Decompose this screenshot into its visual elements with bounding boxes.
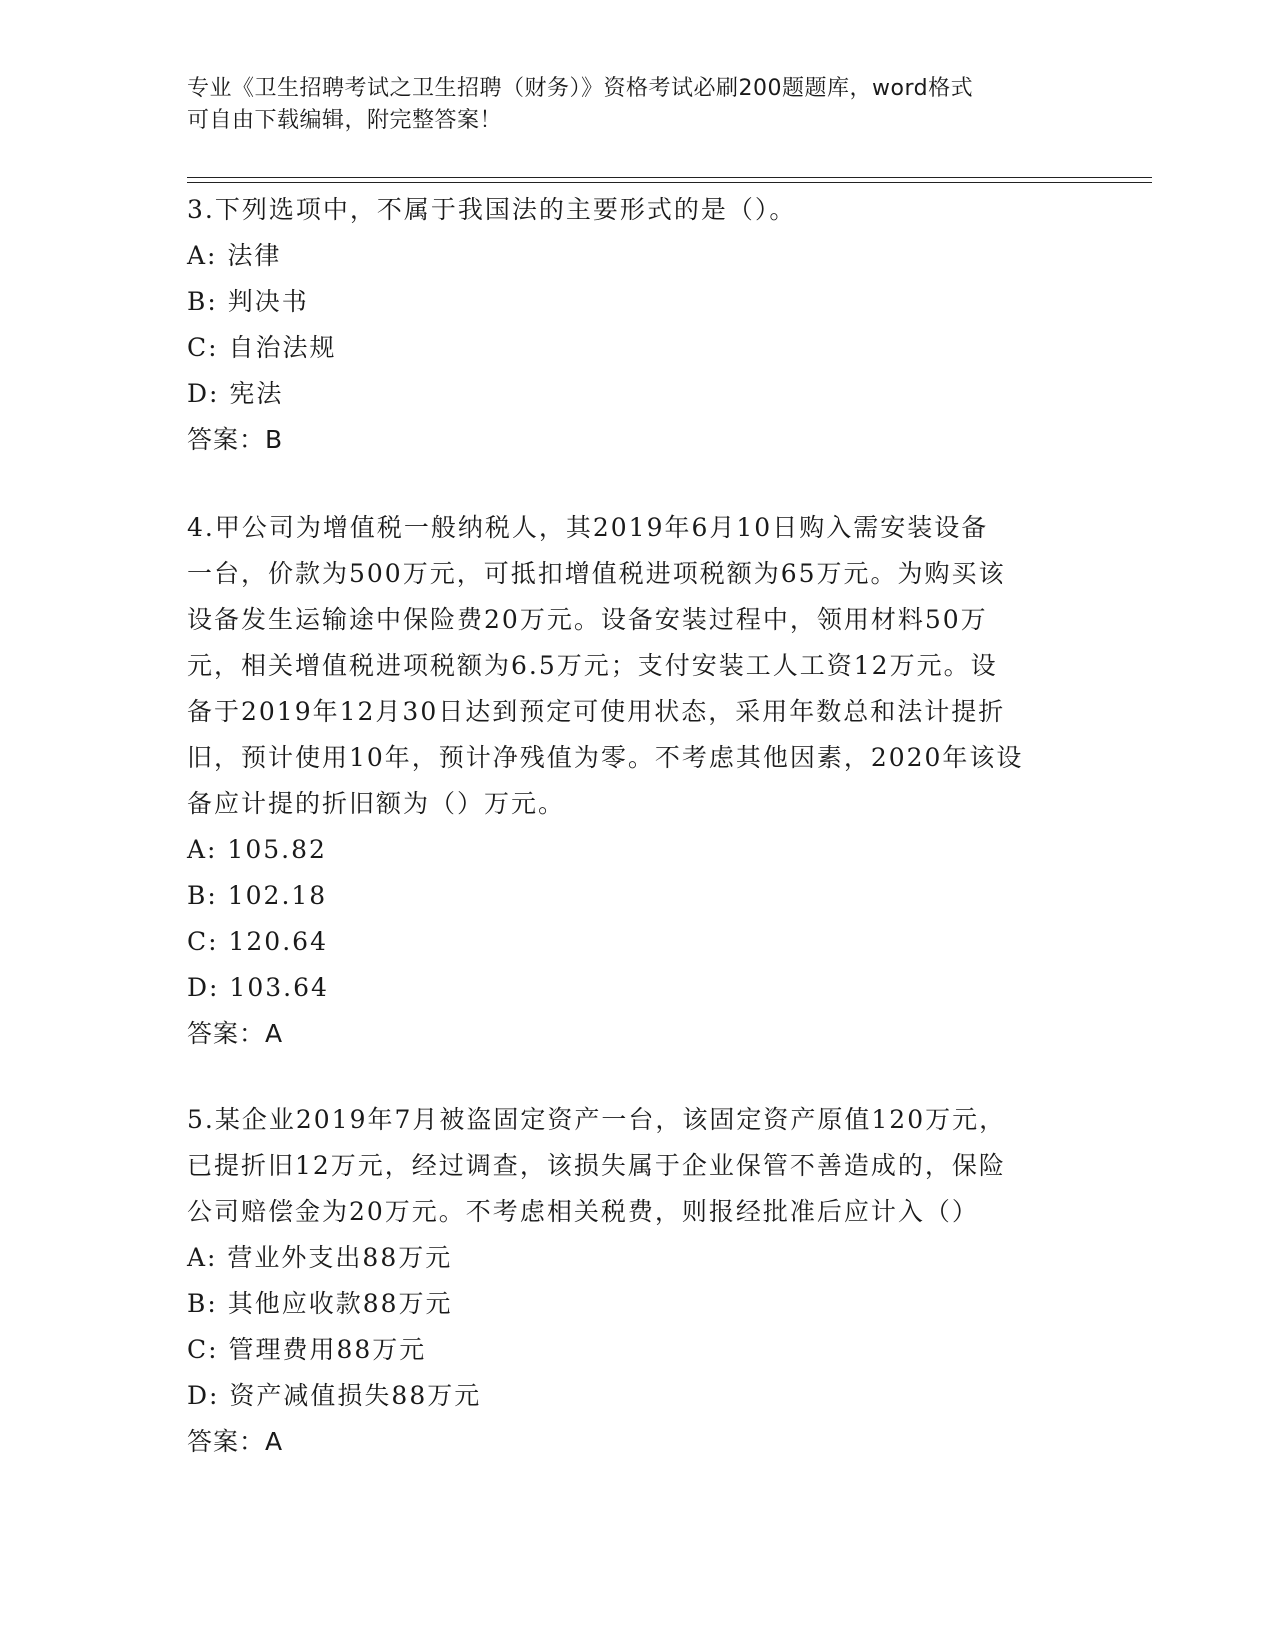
question-stem-line: 一台，价款为500万元，可抵扣增值税进项税额为65万元。为购买该 — [187, 559, 1006, 588]
option-a: A: 法律 — [187, 241, 282, 270]
document-header — [187, 73, 1067, 137]
question-stem-line: 设备发生运输途中保险费20万元。设备安装过程中，领用材料50万 — [187, 605, 988, 634]
question-stem-line: 旧，预计使用10年，预计净残值为零。不考虑其他因素，2020年该设 — [187, 743, 1024, 772]
question-stem-line: 元，相关增值税进项税额为6.5万元；支付安装工人工资12万元。设 — [187, 651, 998, 680]
header-divider-bottom — [187, 182, 1152, 183]
question-stem-line: 已提折旧12万元，经过调查，该损失属于企业保管不善造成的，保险 — [187, 1151, 1006, 1180]
option-a: A: 105.82 — [187, 835, 327, 864]
option-b: B: 其他应收款88万元 — [187, 1289, 453, 1318]
question-stem-line: 5.某企业2019年7月被盗固定资产一台，该固定资产原值120万元， — [187, 1105, 1007, 1134]
header-divider-top — [187, 177, 1152, 178]
option-d: D: 资产减值损失88万元 — [187, 1381, 482, 1410]
header-line-2: 可自由下载编辑，附完整答案！ — [187, 108, 503, 133]
question-stem-line: 4.甲公司为增值税一般纳税人，其2019年6月10日购入需安装设备 — [187, 513, 989, 542]
option-d: D: 103.64 — [187, 973, 329, 1002]
answer-line: 答案：A — [187, 1427, 284, 1456]
option-c: C: 自治法规 — [187, 333, 337, 362]
header-line-1: 专业《卫生招聘考试之卫生招聘（财务）》资格考试必刷200题题库，word格式 — [187, 76, 974, 101]
question-5 — [187, 1097, 1087, 1465]
question-stem-line: 备于2019年12月30日达到预定可使用状态，采用年数总和法计提折 — [187, 697, 1006, 726]
question-stem-line: 公司赔偿金为20万元。不考虑相关税费，则报经批准后应计入（） — [187, 1197, 979, 1226]
option-c: C: 120.64 — [187, 927, 328, 956]
question-stem: 3.下列选项中，不属于我国法的主要形式的是（）。 — [187, 195, 797, 224]
answer-line: 答案：A — [187, 1019, 284, 1048]
option-d: D: 宪法 — [187, 379, 284, 408]
option-c: C: 管理费用88万元 — [187, 1335, 427, 1364]
question-4 — [187, 505, 1087, 1057]
option-b: B: 判决书 — [187, 287, 309, 316]
answer-line: 答案：B — [187, 425, 284, 454]
question-3 — [187, 187, 1087, 463]
option-a: A: 营业外支出88万元 — [187, 1243, 453, 1272]
option-b: B: 102.18 — [187, 881, 328, 910]
question-stem-line: 备应计提的折旧额为（）万元。 — [187, 789, 566, 818]
